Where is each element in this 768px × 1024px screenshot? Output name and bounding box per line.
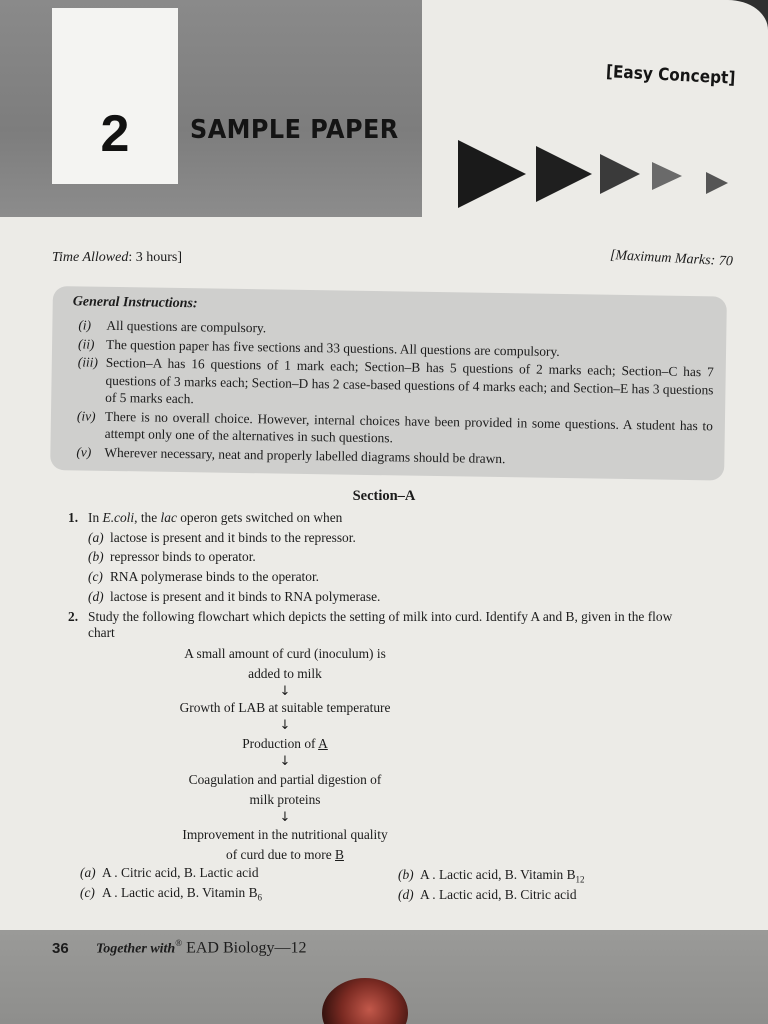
maximum-marks-label: [Maximum Marks: [609, 248, 711, 269]
down-arrow-icon: ↓: [279, 684, 291, 699]
option-2d: [398, 886, 577, 909]
maximum-marks-value: : 70: [710, 253, 734, 270]
flow-text: A small amount of curd (inoculum) is: [184, 646, 386, 661]
arrow-triangle-5: [706, 172, 728, 194]
question-text-italic: lac: [160, 510, 177, 525]
instruction-text: There is no overall choice. However, internal choices have been provided in some questions. A student has to attempt only one of the alternatives in such questions.: [104, 408, 714, 446]
option-label: (d): [88, 589, 104, 604]
registered-mark: ®: [175, 938, 183, 948]
flowchart-step-2: Growth of LAB at suitable temperature: [179, 700, 391, 715]
chapter-title: SAMPLE PAPER: [190, 115, 399, 145]
chapter-number: 2: [100, 105, 130, 163]
instruction-text: The question paper has five sections and 33 questions. All questions are compulsory.: [105, 336, 560, 359]
option-text: A . Lactic acid, B. Citric acid: [420, 887, 577, 902]
flowchart-step-3: [120, 734, 450, 754]
option-1a: [88, 529, 356, 547]
option-label: (b): [88, 549, 104, 564]
question-text: , the: [134, 510, 161, 525]
flow-text: of curd due to more: [226, 847, 335, 862]
instruction-item: [77, 353, 714, 415]
arrow-triangle-1: [458, 140, 526, 208]
instruction-number: (i): [78, 317, 92, 333]
question-2-continued: chart: [88, 625, 115, 640]
instruction-number: (iv): [76, 407, 96, 424]
option-label: (d): [398, 887, 414, 902]
instruction-number: (v): [76, 443, 92, 460]
down-arrow-icon: ↓: [279, 718, 291, 733]
instruction-number: (iii): [77, 354, 99, 370]
time-allowed-label: Time Allowed: [52, 250, 129, 265]
flowchart-step-1: [120, 644, 450, 684]
time-allowed-value: : 3 hours]: [128, 250, 183, 265]
option-1c: [88, 568, 319, 586]
option-text: lactose is present and it binds to the repressor.: [110, 530, 356, 545]
option-label: (a): [88, 530, 104, 545]
instructions-list: [76, 316, 714, 471]
header-band: [0, 0, 422, 217]
question-number: 1.: [68, 510, 79, 525]
general-instructions-box: [50, 286, 727, 481]
flow-marker-b: B: [335, 847, 344, 862]
instruction-number: (ii): [77, 335, 95, 352]
concept-tag: [Easy Concept]: [605, 62, 736, 89]
option-label: (b): [398, 867, 414, 882]
flow-text: added to milk: [248, 666, 322, 681]
time-allowed: [52, 250, 182, 266]
brand-title: EAD Biology—12: [182, 939, 307, 957]
question-text: In: [88, 510, 103, 525]
question-number: 2.: [68, 609, 79, 624]
footer-brand: [96, 938, 307, 957]
option-subscript: 6: [257, 892, 263, 903]
option-2c: [80, 884, 262, 907]
option-text: RNA polymerase binds to the operator.: [110, 569, 320, 584]
question-2: [68, 608, 728, 626]
option-text: A . Lactic acid, B. Vitamin B: [420, 867, 576, 882]
flow-text: Coagulation and partial digestion of: [188, 772, 382, 787]
flowchart-step-5: [120, 825, 450, 865]
brand-script: Together with: [96, 941, 176, 957]
section-heading: Section–A: [352, 488, 416, 504]
option-label: (c): [80, 885, 95, 900]
decorative-arrows-icon: [456, 138, 736, 210]
option-text: lactose is present and it binds to RNA polymerase.: [110, 589, 381, 604]
arrow-triangle-2: [536, 146, 592, 202]
instruction-text: Wherever necessary, neat and properly labelled diagrams should be drawn.: [104, 444, 506, 466]
instruction-text: All questions are compulsory.: [106, 317, 267, 336]
option-1b: [88, 548, 256, 566]
option-label: (c): [88, 569, 103, 584]
option-text: A . Lactic acid, B. Vitamin B: [102, 885, 258, 900]
flow-marker-a: A: [318, 736, 328, 751]
option-1d: [88, 588, 380, 606]
down-arrow-icon: ↓: [279, 754, 291, 769]
flowchart-step-4: [120, 770, 450, 810]
instruction-text: Section–A has 16 questions of 1 mark each; Section–B has 5 questions of 2 marks each; Section–C has 7 questions of 3 marks each; Section–D has 2 case-based questions of 4 marks each; and Section–E has 3 questions of 5 marks each.: [105, 354, 714, 407]
option-text: A . Citric acid, B. Lactic acid: [102, 865, 259, 880]
flow-text-line: [120, 845, 450, 865]
option-subscript: 12: [575, 874, 585, 885]
instructions-heading: General Instructions:: [72, 294, 198, 312]
question-text: Study the following flowchart which depicts the setting of milk into curd. Identify A and B, given in the flow: [88, 609, 673, 624]
option-label: (a): [80, 865, 96, 880]
flow-text: milk proteins: [249, 792, 321, 807]
page-number: 36: [52, 940, 69, 957]
chapter-number-box: [52, 8, 178, 184]
flow-text: Production of: [242, 736, 319, 751]
question-text-italic: E.coli: [102, 510, 135, 525]
arrow-triangle-4: [652, 162, 682, 190]
maximum-marks: [610, 248, 734, 270]
flow-text: Improvement in the nutritional quality: [182, 827, 388, 842]
option-text: repressor binds to operator.: [110, 549, 256, 564]
question-text: operon gets switched on when: [176, 510, 343, 525]
arrow-triangle-3: [600, 154, 640, 194]
down-arrow-icon: ↓: [279, 810, 291, 825]
question-1: [68, 509, 342, 527]
